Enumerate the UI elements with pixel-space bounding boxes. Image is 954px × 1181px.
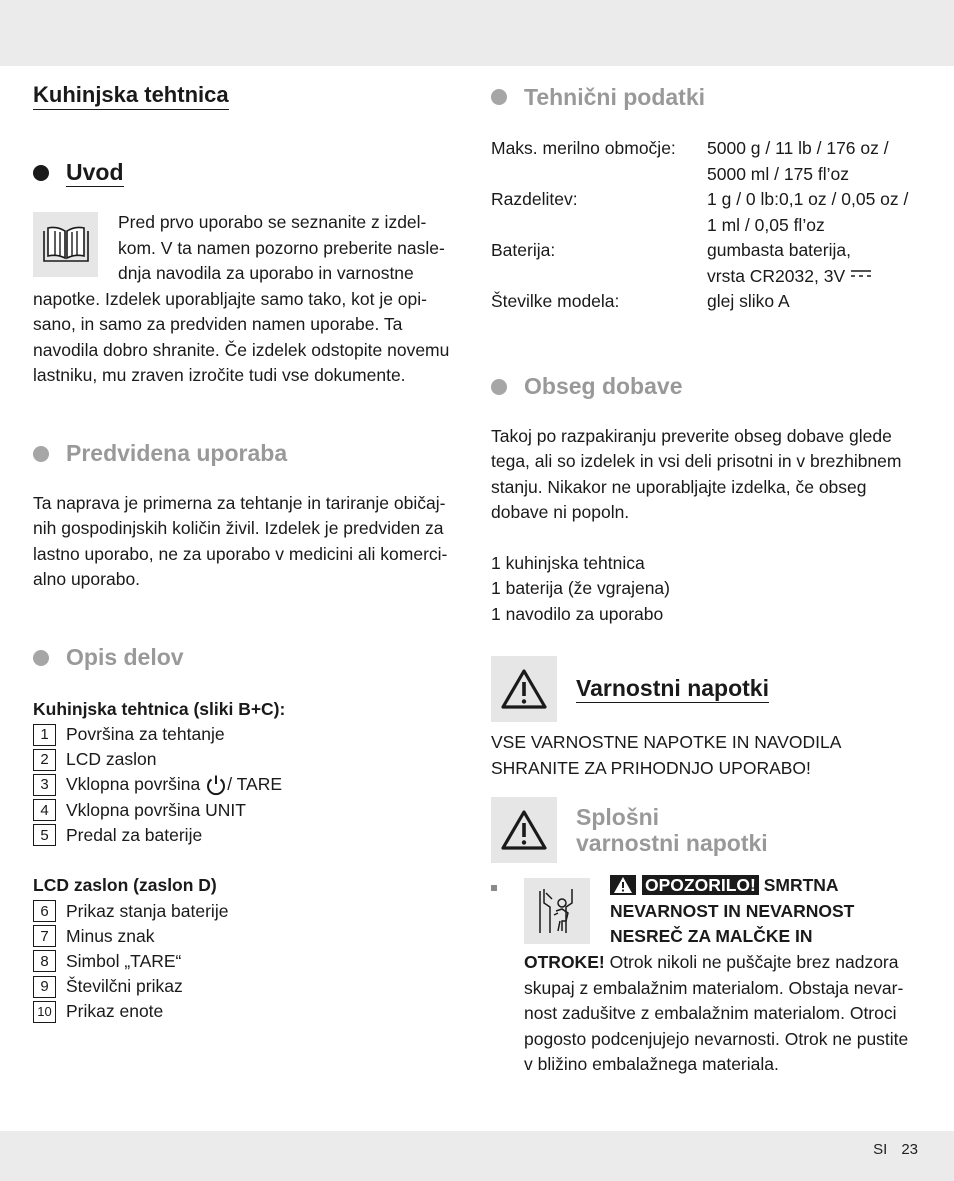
scope-list — [491, 551, 921, 628]
page-footer — [859, 1141, 918, 1158]
warning-label: OPOZORILO! — [642, 875, 759, 895]
list-item: 4 Vklopna površina UNIT — [33, 798, 463, 823]
intro-section — [33, 210, 463, 389]
tech-heading: Tehnični podatki — [491, 82, 921, 112]
table-row: Baterija: gumbasta baterija, vrsta CR2032, 3V — [491, 238, 921, 289]
list-item: 5 Predal za baterije — [33, 823, 463, 848]
lcd-parts-list — [33, 898, 463, 1024]
bullet-icon — [33, 165, 49, 181]
power-icon — [205, 774, 227, 796]
page-number: 23 — [901, 1141, 918, 1158]
dc-symbol-icon — [850, 269, 872, 279]
scope-paragraph: Takoj po razpakiranju preverite obseg dobave glede tega, ali so izdelek in vsi deli prisotni in v brezhibnem stanju. Nikakor ne uporabljajte izdelka, če obseg dobave ni popoln. — [491, 425, 902, 522]
intro-heading: Uvod — [33, 156, 463, 190]
left-column — [33, 82, 463, 1024]
warning-paragraph: OTROKE! Otrok nikoli ne puščajte brez nadzora skupaj z embalažnim materialom. Obstaja nevar- nost zadušitve z embalažnim materialom. Otroci pogosto podcenjujejo nevarnosti. Otrok ne pustite v bližino embalažnega materiala. — [524, 952, 909, 1074]
safety-heading: Varnostni napotki — [491, 656, 921, 722]
warning-triangle-icon — [491, 656, 557, 722]
top-bar — [0, 0, 954, 66]
list-item: 1 navodilo za uporabo — [491, 603, 664, 624]
list-item: 9 Številčni prikaz — [33, 974, 463, 999]
parts-heading: Opis delov — [33, 641, 463, 675]
bottom-bar — [0, 1131, 954, 1181]
lcd-parts-title: LCD zaslon (zaslon D) — [33, 874, 217, 895]
bullet-icon — [33, 446, 49, 462]
intended-use-paragraph: Ta naprava je primerna za tehtanje in tariranje običaj- nih gospodinjskih količin živil. Izdelek je predviden za lastno uporabo, ne za uporabo v medicini ali komerci- alno uporabo. — [33, 492, 448, 589]
list-item: 1 Površina za tehtanje — [33, 722, 463, 747]
list-item: 8 Simbol „TARE“ — [33, 949, 463, 974]
warning-inline-icon — [610, 875, 636, 895]
language-code: SI — [873, 1141, 888, 1158]
list-item: 6 Prikaz stanja baterije — [33, 898, 463, 923]
scale-parts-title: Kuhinjska tehtnica (sliki B+C): — [33, 698, 286, 719]
list-item: 3 Vklopna površina / TARE — [33, 772, 463, 797]
table-row: Maks. merilno območje: 5000 g / 11 lb / 176 oz / 5000 ml / 175 fl’oz — [491, 138, 889, 184]
intro-paragraph: Pred prvo uporabo se seznanite z izdel- kom. V ta namen pozorno preberite nasle- dnja navodila za uporabo in varnostne napotke. Izdelek uporabljajte samo tako, kot je opi- sano, in samo za predviden namen uporabe. Ta navodila dobro shranite. Če izdelek odstopite novemu lastniku, mu zraven izročite tudi vse dokumente. — [33, 212, 450, 385]
child-safety-icon — [524, 878, 590, 944]
table-row: Razdelitev: 1 g / 0 lb:0,1 oz / 0,05 oz / 1 ml / 0,05 fl’oz — [491, 189, 909, 235]
list-item: 10 Prikaz enote — [33, 999, 463, 1024]
bullet-icon — [491, 379, 507, 395]
book-icon — [33, 212, 98, 277]
list-item: 1 kuhinjska tehtnica — [491, 552, 645, 573]
list-item: 1 baterija (že vgrajena) — [491, 578, 670, 598]
list-item: 7 Minus znak — [33, 924, 463, 949]
bullet-icon — [33, 650, 49, 666]
warning-heading: OPOZORILO! SMRTNA NEVARNOST IN NEVARNOST NESREČ ZA MALČKE IN — [610, 875, 855, 946]
right-column — [491, 82, 921, 1074]
intended-use-heading: Predvidena uporaba — [33, 437, 463, 471]
bullet-square-icon — [491, 885, 497, 891]
warning-triangle-icon — [491, 797, 557, 863]
spec-table — [491, 136, 921, 315]
table-row: Številke modela: glej sliko A — [491, 291, 790, 311]
list-item: 2 LCD zaslon — [33, 747, 463, 772]
page-title: Kuhinjska tehtnica — [33, 82, 229, 110]
scale-parts-list — [33, 722, 463, 848]
scope-heading: Obseg dobave — [491, 370, 921, 404]
bullet-icon — [491, 89, 507, 105]
safety-caps: VSE VARNOSTNE NAPOTKE IN NAVODILA SHRANITE ZA PRIHODNJO UPORABO! — [491, 732, 842, 778]
general-safety-heading: Splošni varnostni napotki — [491, 797, 921, 863]
